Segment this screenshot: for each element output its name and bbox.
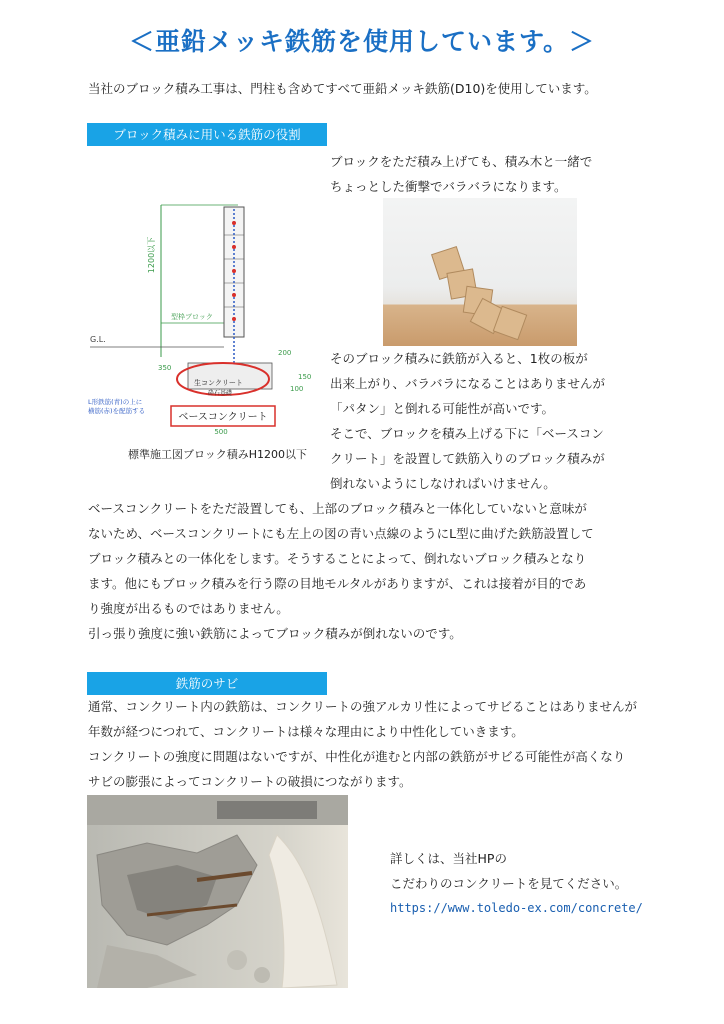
dim-500: 500 xyxy=(214,428,228,435)
text-line: コンクリートの強度に問題はないですが、中性化が進むと内部の鉄筋がサビる可能性が高くなり xyxy=(88,749,626,764)
text-line: ちょっとした衝撃でバラバラになります。 xyxy=(330,179,567,194)
text-line: サビの膨張によってコンクリートの破損につながります。 xyxy=(88,774,412,789)
toppling-blocks-illustration xyxy=(383,198,577,346)
gravel-label: 砕石基礎 xyxy=(208,390,233,397)
text-line: ブロックをただ積み上げても、積み木と一緒で xyxy=(330,154,593,169)
text-line: クリート」を設置して鉄筋入りのブロック積みが xyxy=(330,451,605,466)
footer-line-1: 詳しくは、当社HPの xyxy=(390,851,507,866)
gl-label: G.L. xyxy=(90,335,106,344)
text-line: 引っ張り強度に強い鉄筋によってブロック積みが倒れないのです。 xyxy=(88,626,462,641)
text-line: そのブロック積みに鉄筋が入ると、1枚の板が xyxy=(330,351,588,366)
text-line: 出来上がり、バラバラになることはありませんが xyxy=(330,376,606,391)
damaged-concrete-photo xyxy=(87,795,348,988)
rebar-note-2: 横筋(赤)を配筋する xyxy=(88,407,146,415)
section-heading-rebar-role: ブロック積みに用いる鉄筋の役割 xyxy=(87,123,327,146)
diagram-caption: 標準施工図ブロック積みH1200以下 xyxy=(128,448,308,461)
right-text-top xyxy=(330,149,592,199)
dim-150: 150 xyxy=(298,373,312,381)
text-line: ベースコンクリートをただ設置しても、上部のブロック積みと一体化していないと意味が xyxy=(88,501,587,516)
concrete-label: 生コンクリート xyxy=(194,379,243,387)
block-label: 型枠ブロック xyxy=(171,313,213,321)
text-line: 倒れないようにしなければいけません。 xyxy=(330,476,556,491)
damaged-concrete-illustration xyxy=(87,795,348,988)
page-title: ＜亜鉛メッキ鉄筋を使用しています。＞ xyxy=(128,27,595,56)
rust-paragraph xyxy=(88,694,637,794)
dim-350: 350 xyxy=(158,364,172,372)
text-line: 年数が経つにつれて、コンクリートは様々な理由により中性化していきます。 xyxy=(88,724,524,739)
dim-200: 200 xyxy=(278,349,292,357)
height-label: 1200以下 xyxy=(147,236,156,274)
text-line: ます。他にもブロック積みを行う際の目地モルタルがありますが、これは接着が目的であ xyxy=(88,576,587,591)
text-line: ブロック積みとの一体化をします。そうすることによって、倒れないブロック積みとなり xyxy=(88,551,587,566)
block-wall-diagram xyxy=(88,195,323,435)
right-text-bottom xyxy=(330,346,605,496)
text-line: ないため、ベースコンクリートにも左上の図の青い点線のようにL型に曲げた鉄筋設置して xyxy=(88,526,594,541)
text-line: 通常、コンクリート内の鉄筋は、コンクリートの強アルカリ性によってサビることはありませんが xyxy=(88,699,638,714)
full-width-paragraph xyxy=(88,496,594,646)
dim-100: 100 xyxy=(290,385,304,393)
section-heading-rebar-rust: 鉄筋のサビ xyxy=(87,672,327,695)
toppling-blocks-photo xyxy=(383,198,577,346)
intro-text: 当社のブロック積み工事は、門柱も含めてすべて亜鉛メッキ鉄筋(D10)を使用しています。 xyxy=(88,81,597,96)
text-line: そこで、ブロックを積み上げる下に「ベースコン xyxy=(330,426,604,441)
block-wall-drawing xyxy=(88,195,323,435)
footer-line-2: こだわりのコンクリートを見てください。 xyxy=(390,876,628,891)
footer-text xyxy=(390,846,643,921)
base-concrete-label: ベースコンクリート xyxy=(178,412,268,423)
text-line: 「パタン」と倒れる可能性が高いです。 xyxy=(330,401,555,416)
hp-link[interactable]: https://www.toledo-ex.com/concrete/ xyxy=(390,901,643,915)
rebar-note-1: L形鉄筋(青)の上に xyxy=(88,398,143,406)
text-line: り強度が出るものではありません。 xyxy=(88,601,289,616)
